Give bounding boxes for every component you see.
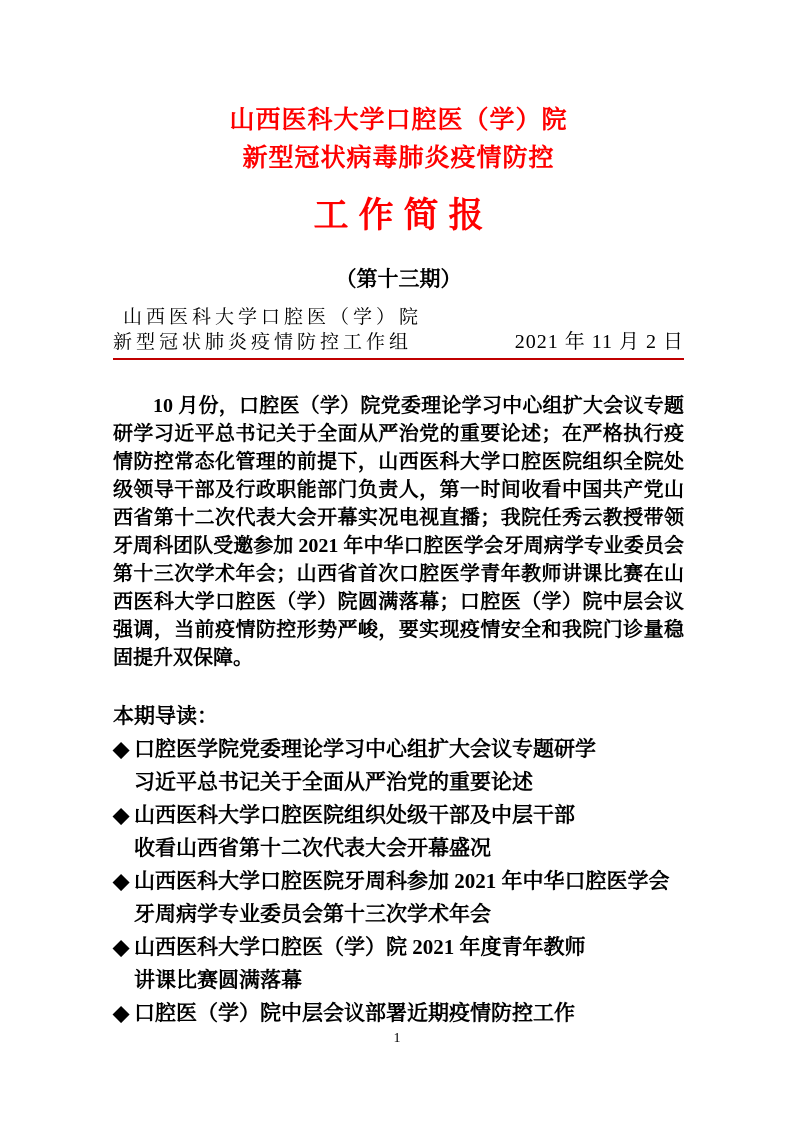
digest-item	[113, 931, 684, 997]
digest-item	[113, 865, 684, 931]
issue-date: 2021 年 11 月 2 日	[514, 331, 684, 353]
diamond-bullet-icon: ◆	[113, 935, 130, 959]
digest-item-line2: 牙周病学专业委员会第十三次学术年会	[134, 902, 491, 926]
summary-paragraph: 10 月份，口腔医（学）院党委理论学习中心组扩大会议专题研学习近平总书记关于全面从严治党的重要论述；在严格执行疫情防控常态化管理的前提下，山西医科大学口腔医院组织全院处级领导干部及行政职能部门负责人，第一时间收看中国共产党山西省第十二次代表大会开幕实况电视直播；我院任秀云教授带领牙周科团队受邀参加 2021 年中华口腔医学会牙周病学专业委员会第十三次学术年会；山西省首次口腔医学青年教师讲课比赛在山西医科大学口腔医（学）院圆满落幕；口腔医（学）院中层会议强调，当前疫情防控形势严峻，要实现疫情安全和我院门诊量稳固提升双保障。	[113, 395, 684, 669]
digest-item-line2: 讲课比赛圆满落幕	[134, 968, 302, 992]
org-title-line2: 新型冠状病毒肺炎疫情防控	[242, 144, 555, 172]
digest-item	[113, 733, 684, 799]
org-title-line1: 山西医科大学口腔医（学）院	[229, 106, 568, 134]
digest-item-line1: 山西医科大学口腔医院牙周科参加 2021 年中华口腔医学会	[134, 869, 670, 893]
issuer-org-line1: 山西医科大学口腔医（学）院	[123, 307, 423, 328]
digest-item-line1: 山西医科大学口腔医（学）院 2021 年度青年教师	[134, 935, 586, 959]
org-title-block	[113, 101, 684, 177]
diamond-bullet-icon: ◆	[113, 737, 130, 761]
digest-item	[113, 799, 684, 865]
issue-number-label: （第十三期）	[335, 267, 462, 291]
issuer-org	[113, 305, 422, 355]
issuer-org-line2: 新型冠状肺炎疫情防控工作组	[113, 332, 413, 353]
main-title: 工作简报	[313, 196, 494, 235]
digest-heading: 本期导读：	[113, 704, 218, 728]
digest-list	[113, 733, 684, 1030]
document-content	[0, 101, 794, 1030]
issuer-block	[113, 305, 684, 360]
diamond-bullet-icon: ◆	[113, 1001, 130, 1025]
page-number: 1	[393, 1031, 401, 1046]
digest-item-line1: 山西医科大学口腔医院组织处级干部及中层干部	[134, 803, 575, 827]
digest-item-line2: 收看山西省第十二次代表大会开幕盛况	[134, 836, 491, 860]
digest-item-line2: 习近平总书记关于全面从严治党的重要论述	[134, 770, 533, 794]
digest-item-line1: 口腔医学院党委理论学习中心组扩大会议专题研学	[134, 737, 596, 761]
diamond-bullet-icon: ◆	[113, 803, 130, 827]
digest-item	[113, 997, 684, 1030]
diamond-bullet-icon: ◆	[113, 869, 130, 893]
digest-item-line1: 口腔医（学）院中层会议部署近期疫情防控工作	[134, 1001, 575, 1025]
